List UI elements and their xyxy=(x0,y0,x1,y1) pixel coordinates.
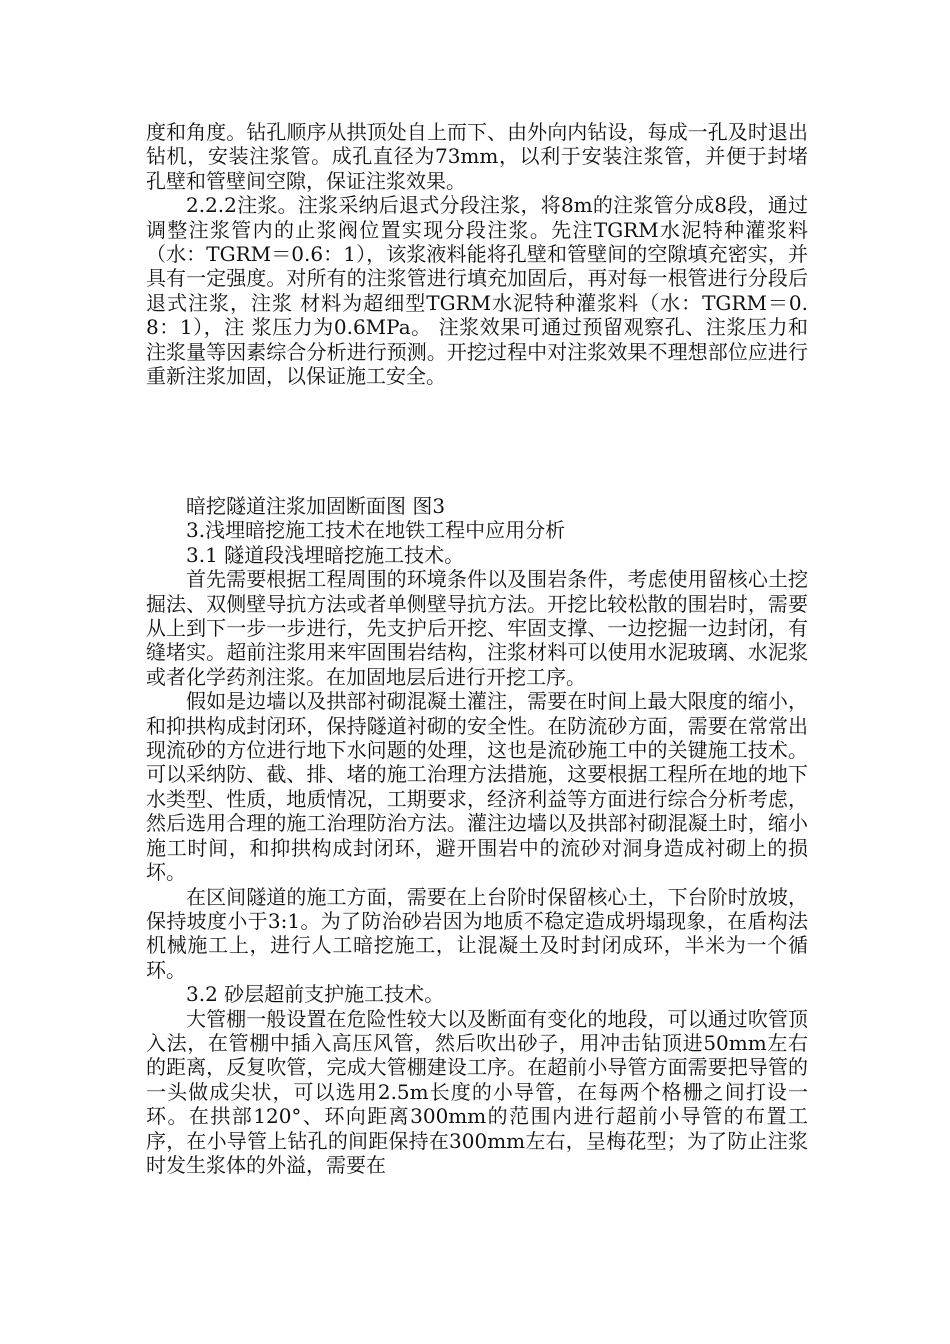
paragraph-grouting-2-2-2: 2.2.2注浆。注浆采纳后退式分段注浆，将8m的注浆管分成8段，通过调整注浆管内的止浆阀位置实现分段注浆。先注TGRM水泥特种灌浆料（水：TGRM＝0.6：1），该浆液料能将孔壁和管壁间的空隙填充密实，并具有一定强度。对所有的注浆管进行填充加固后，再对每一根管进行分段后退式注浆，注浆 材料为超细型TGRM水泥特种灌浆料（水：TGRM＝0.8：1），注 浆压力为0.6MPa。 注浆效果可通过预留观察孔、注浆压力和注浆量等因素综合分析进行预测。开挖过程中对注浆效果不理想部位应进行重新注浆加固，以保证施工安全。 xyxy=(146,193,808,389)
text-block-bottom xyxy=(146,494,808,1177)
figure-caption: 暗挖隧道注浆加固断面图 图3 xyxy=(186,494,446,518)
paragraph-tunnel-method: 首先需要根据工程周围的环境条件以及围岩条件，考虑使用留核心土挖掘法、双侧壁导抗方法或者单侧壁导抗方法。开挖比较松散的围岩时，需要从上到下一步一步进行，先支护后开挖、牢固支撑、一边挖掘一边封闭，有缝堵实。超前注浆用来牢固围岩结构，注浆材料可以使用水泥玻璃、水泥浆或者化学药剂注浆。在加固地层后进行开挖工序。 xyxy=(146,567,808,689)
subsection-heading-3-1: 3.1 隧道段浅埋暗挖施工技术。 xyxy=(186,542,465,567)
paragraph-section-tunnel: 在区间隧道的施工方面，需要在上台阶时保留核心土，下台阶时放坡，保持坡度小于3:1。为了防治砂岩因为地质不稳定造成坍塌现象，在盾构法机械施工上，进行人工暗挖施工，让混凝土及时封闭成环，半米为一个循环。 xyxy=(146,884,808,982)
paragraph-pipe-shed: 大管棚一般设置在危险性较大以及断面有变化的地段，可以通过吹管顶入法，在管棚中插入高压风管，然后吹出砂子，用冲击钻顶进50mm左右的距离，反复吹管，完成大管棚建设工序。在超前小导管方面需要把导管的一头做成尖状，可以选用2.5m长度的小导管，在每两个格栅之间打设一环。在拱部120°、环向距离300mm的范围内进行超前小导管的布置工序，在小导管上钻孔的间距保持在300mm左右，呈梅花型；为了防止注浆时发生浆体的外溢，需要在 xyxy=(146,1006,808,1177)
subsection-heading-3-2: 3.2 砂层超前支护施工技术。 xyxy=(186,982,445,1007)
paragraph-drilling-continued: 度和角度。钻孔顺序从拱顶处自上而下、由外向内钻设，每成一孔及时退出钻机，安装注浆管。成孔直径为73mm，以利于安装注浆管，并便于封堵孔壁和管壁间空隙，保证注浆效果。 xyxy=(146,120,808,193)
paragraph-lining-sand: 假如是边墙以及拱部衬砌混凝土灌注，需要在时间上最大限度的缩小，和抑拱构成封闭环，保持隧道衬砌的安全性。在防流砂方面，需要在常常出现流砂的方位进行地下水问题的处理，这也是流砂施工中的关键施工技术。可以采纳防、截、排、堵的施工治理方法措施，这要根据工程所在地的地下水类型、性质，地质情况，工期要求，经济利益等方面进行综合分析考虑，然后选用合理的施工治理防治方法。灌注边墙以及拱部衬砌混凝土时，缩小施工时间，和抑拱构成封闭环，避开围岩中的流砂对洞身造成衬砌上的损坏。 xyxy=(146,689,808,885)
text-block-top xyxy=(146,120,808,388)
section-heading-3: 3.浅埋暗挖施工技术在地铁工程中应用分析 xyxy=(186,518,566,543)
